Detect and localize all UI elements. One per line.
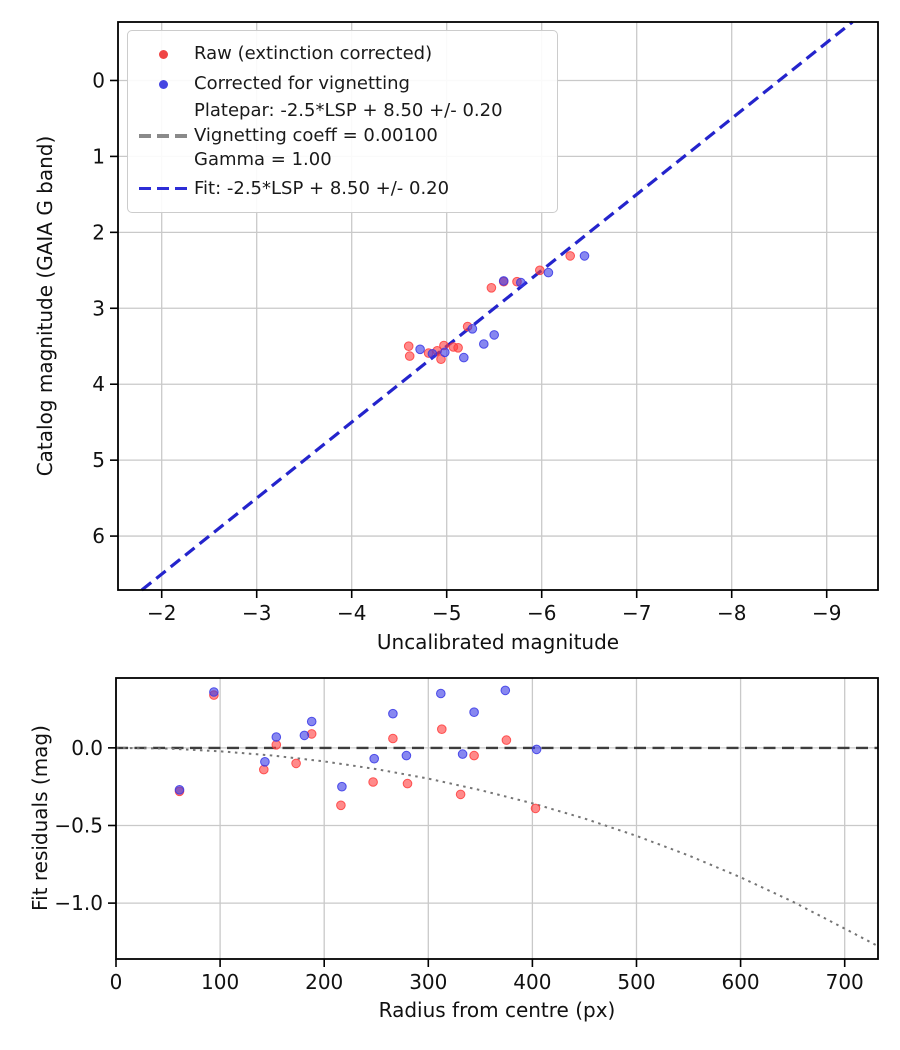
legend-platepar-line1: Platepar: -2.5*LSP + 8.50 +/- 0.20 — [194, 100, 503, 121]
svg-text:0: 0 — [109, 970, 123, 994]
legend-label-fit: Fit: -2.5*LSP + 8.50 +/- 0.20 — [194, 177, 450, 199]
svg-text:2: 2 — [92, 220, 105, 245]
svg-text:300: 300 — [409, 970, 448, 994]
legend-entry-fit — [132, 173, 557, 205]
svg-text:−0.5: −0.5 — [54, 813, 103, 838]
bottom-plot-grid — [116, 678, 878, 959]
svg-text:400: 400 — [513, 970, 552, 994]
bottom-plot-points-corrected-for-vignetting — [175, 686, 541, 794]
svg-text:200: 200 — [305, 970, 344, 994]
bottom-plot-y-axis-label: Fit residuals (mag) — [28, 725, 52, 911]
svg-text:600: 600 — [721, 970, 760, 994]
svg-text:−3: −3 — [241, 601, 272, 625]
svg-text:−5: −5 — [431, 601, 462, 625]
svg-text:5: 5 — [92, 448, 105, 473]
svg-text:100: 100 — [201, 970, 240, 994]
legend-entry-vignetting — [132, 69, 557, 99]
svg-text:−2: −2 — [146, 601, 177, 625]
svg-text:4: 4 — [92, 372, 105, 397]
legend-entry-raw — [132, 39, 557, 69]
raw-marker-icon — [132, 50, 194, 59]
legend-label-vignetting: Corrected for vignetting — [194, 73, 410, 94]
top-plot-x-axis-label: Uncalibrated magnitude — [376, 630, 620, 654]
legend — [127, 30, 558, 213]
svg-text:0.0: 0.0 — [71, 735, 103, 760]
svg-text:−1.0: −1.0 — [54, 891, 103, 916]
bottom-plot-tick-labels — [54, 736, 863, 994]
bottom-plot-spines — [116, 678, 878, 959]
legend-label-raw: Raw (extinction corrected) — [194, 43, 433, 64]
top-plot-y-axis-label: Catalog magnitude (GAIA G band) — [33, 135, 57, 477]
svg-text:700: 700 — [825, 970, 864, 994]
legend-platepar-line3: Gamma = 1.00 — [194, 149, 332, 170]
vignetting-marker-icon — [132, 80, 194, 89]
svg-text:−7: −7 — [621, 601, 652, 625]
bottom-plot — [54, 678, 878, 994]
bottom-plot-x-axis-label: Radius from centre (px) — [378, 998, 616, 1022]
svg-text:500: 500 — [617, 970, 656, 994]
svg-text:6: 6 — [92, 524, 105, 549]
svg-text:1: 1 — [92, 144, 105, 169]
fit-dash-icon — [132, 187, 194, 191]
bottom-plot-ticks — [108, 748, 845, 967]
svg-text:3: 3 — [92, 296, 105, 321]
platepar-dash-icon — [132, 134, 194, 138]
svg-text:−8: −8 — [716, 601, 747, 625]
bottom-plot-series-vignetting-model-curve — [116, 748, 878, 946]
legend-entry-platepar — [132, 99, 557, 173]
svg-text:−4: −4 — [336, 601, 367, 625]
legend-platepar-line2: Vignetting coeff = 0.00100 — [194, 124, 438, 146]
svg-text:−6: −6 — [526, 601, 557, 625]
svg-text:−9: −9 — [811, 601, 842, 625]
svg-text:0: 0 — [92, 68, 105, 93]
legend-label-platepar — [194, 99, 503, 173]
